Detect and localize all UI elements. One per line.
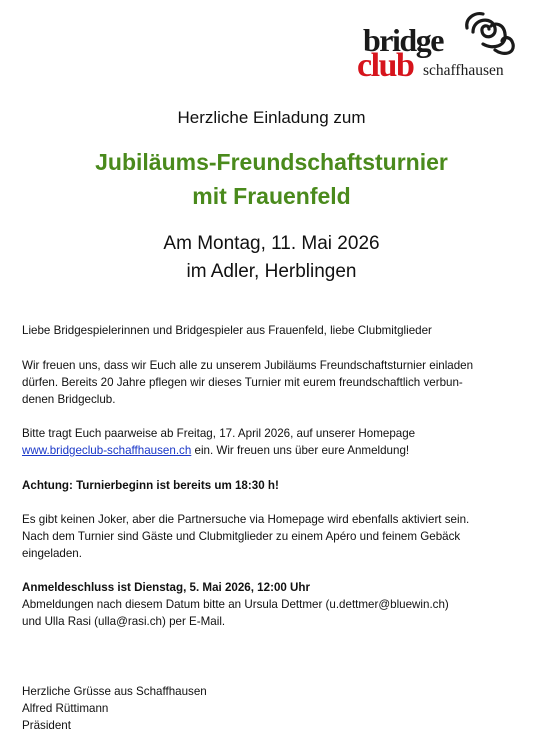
closing-text: Herzliche Grüsse aus Schaffhausen bbox=[22, 685, 207, 698]
logo-word-bridge: bridge bbox=[363, 22, 443, 58]
info-line: eingeladen. bbox=[22, 547, 82, 560]
cancellation-line: Abmeldungen nach diesem Datum bitte an Ursula Dettmer (u.dettmer@bluewin.ch) bbox=[22, 598, 449, 611]
start-time-notice: Achtung: Turnierbeginn ist bereits um 18:30 h! bbox=[22, 479, 279, 492]
signer-role: Präsident bbox=[22, 719, 71, 732]
welcome-line: Wir freuen uns, dass wir Euch alle zu unserem Jubiläums Freundschaftsturnier einladen bbox=[22, 359, 474, 372]
event-location: im Adler, Herblingen bbox=[186, 261, 357, 282]
logo-word-schaffhausen: schaffhausen bbox=[423, 62, 504, 79]
club-logo bbox=[355, 10, 533, 82]
signature-block bbox=[22, 683, 527, 734]
deadline-line: Anmeldeschluss ist Dienstag, 5. Mai 2026, 12:00 Uhr bbox=[22, 581, 311, 594]
invitation-intro: Herzliche Einladung zum bbox=[177, 108, 366, 127]
event-title-line1: Jubiläums-Freundschaftsturnier bbox=[95, 149, 448, 175]
cancellation-line: und Ulla Rasi (ulla@rasi.ch) per E-Mail. bbox=[22, 615, 226, 628]
registration-paragraph bbox=[22, 425, 527, 459]
greeting-paragraph: Liebe Bridgespielerinnen und Bridgespieler aus Frauenfeld, liebe Clubmitglieder bbox=[22, 324, 432, 337]
info-line: Nach dem Turnier sind Gäste und Clubmitglieder zu einem Apéro und feinem Gebäck bbox=[22, 530, 461, 543]
registration-line bbox=[22, 442, 527, 459]
logo-word-club: club bbox=[357, 47, 414, 82]
welcome-line: dürfen. Bereits 20 Jahre pflegen wir dieses Turnier mit eurem freundschaftlich verbun- bbox=[22, 376, 463, 389]
event-title-line2: mit Frauenfeld bbox=[192, 183, 351, 209]
event-date: Am Montag, 11. Mai 2026 bbox=[163, 233, 380, 254]
logo-graphic bbox=[355, 10, 533, 82]
welcome-paragraph bbox=[22, 357, 527, 408]
signer-name: Alfred Rüttimann bbox=[22, 702, 109, 715]
welcome-line: denen Bridgeclub. bbox=[22, 393, 116, 406]
info-paragraph bbox=[22, 511, 527, 562]
registration-line-end: ein. Wir freuen uns über eure Anmeldung! bbox=[191, 444, 410, 457]
swirl-ornament-icon bbox=[467, 14, 513, 54]
registration-line: Bitte tragt Euch paarweise ab Freitag, 17. April 2026, auf unserer Homepage bbox=[22, 427, 416, 440]
homepage-link[interactable]: www.bridgeclub-schaffhausen.ch bbox=[22, 444, 192, 457]
info-line: Es gibt keinen Joker, aber die Partnersuche via Homepage wird ebenfalls aktiviert sein. bbox=[22, 513, 470, 526]
deadline-paragraph bbox=[22, 579, 527, 630]
